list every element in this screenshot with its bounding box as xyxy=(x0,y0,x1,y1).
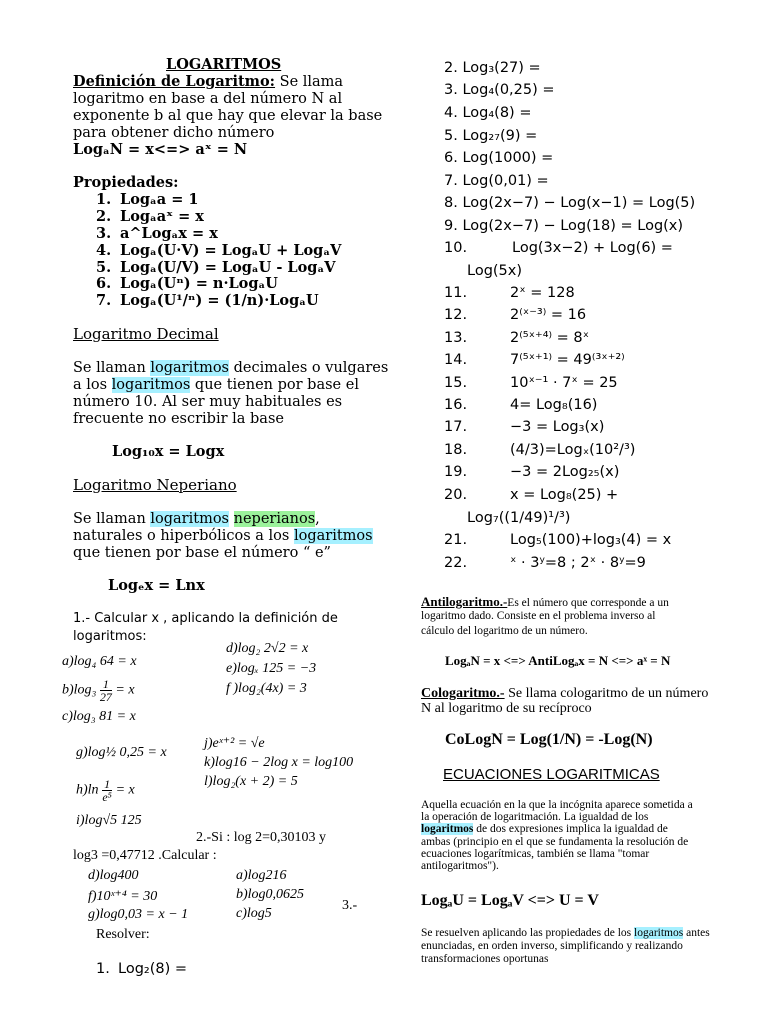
text: a los xyxy=(73,377,112,393)
item-text: −3 = 2Log₂₅(x) xyxy=(510,464,620,480)
item-text: Log(2x−7) − Log(18) = Log(x) xyxy=(462,218,684,234)
property-item: Logₐ(U/V) = LogₐU - LogₐV xyxy=(120,259,336,276)
item-text: Log₃(27) = xyxy=(462,60,541,76)
text: decimales o vulgares xyxy=(229,360,389,376)
list-item xyxy=(444,218,683,234)
item-text: Log(2x−7) − Log(x−1) = Log(5) xyxy=(462,195,696,211)
text: Se resuelven aplicando las propiedades de los xyxy=(421,927,635,939)
exercise-2-b: b)log0,0625 xyxy=(236,887,305,902)
equations-line-6: antilogaritmos"). xyxy=(421,860,499,872)
exercise-1-a: a)log₄ 64 = x xyxy=(62,654,137,669)
denominator: e⁵ xyxy=(102,790,112,804)
text: Se llama cologaritmo de un número xyxy=(504,686,709,701)
list-item xyxy=(444,82,555,98)
item-number: 3. xyxy=(444,82,458,98)
exercise-1-c: c)log₃ 81 = x xyxy=(62,709,136,724)
item-number: 16. xyxy=(444,397,468,413)
item-number: 14. xyxy=(444,352,468,368)
colog-formula: CoLogN = Log(1/N) = -Log(N) xyxy=(445,731,653,748)
exercise-2-a: a)log216 xyxy=(236,868,287,883)
highlight-term: logaritmos xyxy=(150,360,230,376)
item-text: 10ˣ⁻¹ · 7ˣ = 25 xyxy=(510,375,618,391)
properties-heading: Propiedades: xyxy=(73,174,179,191)
item-text: Log(1000) = xyxy=(462,150,554,166)
property-item: a^Logₐx = x xyxy=(120,225,218,242)
exercise-2-g: g)log0,03 = x − 1 xyxy=(88,907,189,922)
antilog-line-3: cálculo del logaritmo de un número. xyxy=(421,625,588,637)
item-number: 18. xyxy=(444,442,468,458)
decimal-line-3: número 10. Al ser muy habituales es xyxy=(73,394,343,410)
property-number: 4. xyxy=(96,242,112,259)
colog-line-2: N al logaritmo de su recíproco xyxy=(421,701,592,716)
item-number: 20. xyxy=(444,487,468,503)
exercise-3-number: 3.- xyxy=(342,898,358,913)
neperian-formula: Logₑx = Lnx xyxy=(108,577,205,594)
numerator: 1 xyxy=(100,678,112,691)
page-title: LOGARITMOS xyxy=(166,56,282,73)
property-number: 1. xyxy=(96,191,112,208)
exercise-list-a xyxy=(444,60,744,240)
item-text: Log(0,01) = xyxy=(462,173,549,189)
item-text: x = Log₈(25) + xyxy=(510,487,619,503)
list-item xyxy=(444,195,695,211)
text: = x xyxy=(115,782,135,798)
text: de dos expresiones implica la igualdad de xyxy=(473,823,668,835)
final-line-2: enunciadas, en orden inverso, simplificando y realizando xyxy=(421,940,683,952)
item-text: 2ˣ = 128 xyxy=(510,285,575,301)
exercise-2-line-2: log3 =0,47712 .Calcular : xyxy=(73,848,217,863)
neperian-line-2 xyxy=(73,528,373,545)
exercise-1-k: k)log16 − 2log x = log100 xyxy=(204,755,354,770)
exercise-2-line-1: 2.-Si : log 2=0,30103 y xyxy=(196,830,327,845)
list-item xyxy=(444,128,537,144)
highlight-term: logaritmos xyxy=(150,511,230,527)
exercise-1-e: e)logₓ 125 = −3 xyxy=(226,661,317,676)
text: Se llaman xyxy=(73,511,151,527)
item-number: 22. xyxy=(444,555,468,571)
exercise-1-line-1: 1.- Calcular x , aplicando la definición de xyxy=(73,611,338,626)
exercise-2-d: d)log400 xyxy=(88,868,139,883)
colog-line-1 xyxy=(421,686,708,702)
item-text: Log₄(0,25) = xyxy=(462,82,555,98)
neperian-heading: Logaritmo Neperiano xyxy=(73,476,237,494)
exercise-1-b xyxy=(62,678,135,703)
list-item-10-text: Log(3x−2) + Log(6) = xyxy=(512,240,673,256)
item-text: 7⁽⁵ˣ⁺¹⁾ = 49⁽³ˣ⁺²⁾ xyxy=(510,352,625,368)
definition-line-2: logaritmo en base a del número N al xyxy=(73,91,343,107)
exercise-3-item: Log₂(8) = xyxy=(118,961,188,977)
property-number: 3. xyxy=(96,225,112,242)
highlight-term-green: neperianos xyxy=(233,511,316,527)
exercise-list-c xyxy=(444,532,744,576)
exercise-1-l: l)log₂(x + 2) = 5 xyxy=(204,774,298,789)
definition-line-3: exponente b al que hay que elevar la base xyxy=(73,108,383,124)
antilog-heading: Antilogaritmo.- xyxy=(421,594,508,609)
list-item xyxy=(444,60,541,76)
final-line-3: transformaciones oportunas xyxy=(421,953,549,965)
definition-text: Se llama xyxy=(275,74,344,90)
item-number: 10. xyxy=(444,240,468,256)
text: = x xyxy=(115,682,135,698)
item-number: 21. xyxy=(444,532,468,548)
text: , xyxy=(315,511,320,527)
exercise-list-b xyxy=(444,285,744,505)
exercise-1-j: j)eˣ⁺² = √e xyxy=(204,736,265,751)
highlight-term: logaritmos xyxy=(293,528,373,544)
item-text: −3 = Log₃(x) xyxy=(510,419,605,435)
property-number: 2. xyxy=(96,208,112,225)
numerator: 1 xyxy=(104,777,111,791)
exercise-1-f: f )log₂(4x) = 3 xyxy=(226,681,307,696)
item-number: 4. xyxy=(444,105,458,121)
exercise-1-h xyxy=(76,778,135,803)
exercise-2-c: c)log5 xyxy=(236,906,272,921)
equations-line-2: la operación de logaritmación. La igualdad de los xyxy=(421,811,649,823)
property-number: 6. xyxy=(96,275,112,292)
equations-line-3 xyxy=(421,823,668,836)
item-text: 2⁽ˣ⁻³⁾ = 16 xyxy=(510,307,587,323)
property-item: Logₐaˣ = x xyxy=(120,208,204,225)
item-number: 12. xyxy=(444,307,468,323)
decimal-formula: Log₁₀x = Logx xyxy=(112,443,225,460)
exercise-1-d: d)log₂ 2√2 = x xyxy=(226,641,309,656)
exercise-1-i: i)log√5 125 xyxy=(76,813,142,828)
equations-line-1: Aquella ecuación en la que la incógnita aparece sometida a xyxy=(421,799,693,811)
exercise-1-g: g)log½ 0,25 = x xyxy=(76,745,167,760)
text: Es el número que corresponde a un xyxy=(507,597,669,609)
highlight-term: logaritmos xyxy=(634,927,684,939)
definition-heading: Definición de Logaritmo: xyxy=(73,73,276,90)
text: Se llaman xyxy=(73,360,151,376)
property-item: Logₐ(U·V) = LogₐU + LogₐV xyxy=(120,242,342,259)
item-number: 6. xyxy=(444,150,458,166)
neperian-line-1 xyxy=(73,511,320,528)
antilog-line-2: logaritmo dado. Consiste en el problema inverso al xyxy=(421,610,656,622)
decimal-heading: Logaritmo Decimal xyxy=(73,325,219,343)
item-number: 17. xyxy=(444,419,468,435)
property-number: 7. xyxy=(96,292,112,309)
fraction xyxy=(102,778,112,803)
equations-heading: ECUACIONES LOGARITMICAS xyxy=(443,766,660,783)
list-item-10-text-2: Log(5x) xyxy=(467,263,523,279)
item-number: 2. xyxy=(444,60,458,76)
antilog-line-1 xyxy=(421,595,669,610)
item-text: 4= Log₈(16) xyxy=(510,397,598,413)
item-number: 8. xyxy=(444,195,458,211)
item-text: Log₄(8) = xyxy=(462,105,532,121)
text: h)ln xyxy=(76,782,99,798)
property-item: Logₐa = 1 xyxy=(120,191,199,208)
item-number: 9. xyxy=(444,218,458,234)
list-item xyxy=(444,173,549,189)
item-number: 7. xyxy=(444,173,458,189)
item-text: Log₅(100)+log₃(4) = x xyxy=(510,532,672,548)
list-item xyxy=(444,105,531,121)
item-number: 11. xyxy=(444,285,468,301)
colog-heading: Cologaritmo.- xyxy=(421,686,505,701)
exercise-1-line-2: logaritmos: xyxy=(73,629,147,644)
exercise-2-f: f)10ˣ⁺⁴ = 30 xyxy=(88,889,158,904)
item-number: 5. xyxy=(444,128,458,144)
item-text: ˣ · 3ʸ=8 ; 2ˣ · 8ʸ=9 xyxy=(510,555,646,571)
text: antes xyxy=(683,927,710,939)
final-line-1 xyxy=(421,927,710,940)
text: naturales o hiperbólicos a los xyxy=(73,528,294,544)
decimal-line-2 xyxy=(73,377,359,394)
definition-formula: LogₐN = x<=> aˣ = N xyxy=(73,141,248,158)
item-text: (4/3)=Logₓ(10²/³) xyxy=(510,442,636,458)
definition-line-4: para obtener dicho número xyxy=(73,125,275,141)
item-text: Log₂₇(9) = xyxy=(462,128,538,144)
item-number: 13. xyxy=(444,330,468,346)
highlight-term: logaritmos xyxy=(421,823,474,835)
equations-formula: LogₐU = LogₐV <=> U = V xyxy=(421,892,599,909)
item-text: 2⁽⁵ˣ⁺⁴⁾ = 8ˣ xyxy=(510,330,590,346)
neperian-line-3: que tienen por base el número “ e” xyxy=(73,545,331,561)
equations-line-5: ecuaciones logarítmicas, también se llama "tomar xyxy=(421,848,650,860)
exercise-3-item-number: 1. xyxy=(96,961,110,977)
list-item-20-text-2: Log₇((1/49)¹/³) xyxy=(467,510,571,526)
text: que tienen por base el xyxy=(190,377,359,393)
fraction xyxy=(100,678,112,703)
decimal-line-4: frecuente no escribir la base xyxy=(73,411,284,427)
property-item: Logₐ(Uⁿ) = n·LogₐU xyxy=(120,275,278,292)
item-number: 15. xyxy=(444,375,468,391)
property-item: Logₐ(U¹/ⁿ) = (1/n)·LogₐU xyxy=(120,292,319,309)
property-number: 5. xyxy=(96,259,112,276)
text: b)log₃ xyxy=(62,682,97,698)
list-item-10 xyxy=(444,240,467,256)
denominator: 27 xyxy=(99,690,112,704)
equations-line-4: ambas (principio en el que se fundamenta la resolución de xyxy=(421,836,689,848)
item-number: 19. xyxy=(444,464,468,480)
definition-line-1 xyxy=(73,74,343,91)
exercise-3-label: Resolver: xyxy=(96,927,150,942)
highlight-term: logaritmos xyxy=(111,377,191,393)
list-item xyxy=(444,150,553,166)
decimal-line-1 xyxy=(73,360,388,377)
antilog-formula: LogₐN = x <=> AntiLogₐx = N <=> aˣ = N xyxy=(445,653,671,668)
